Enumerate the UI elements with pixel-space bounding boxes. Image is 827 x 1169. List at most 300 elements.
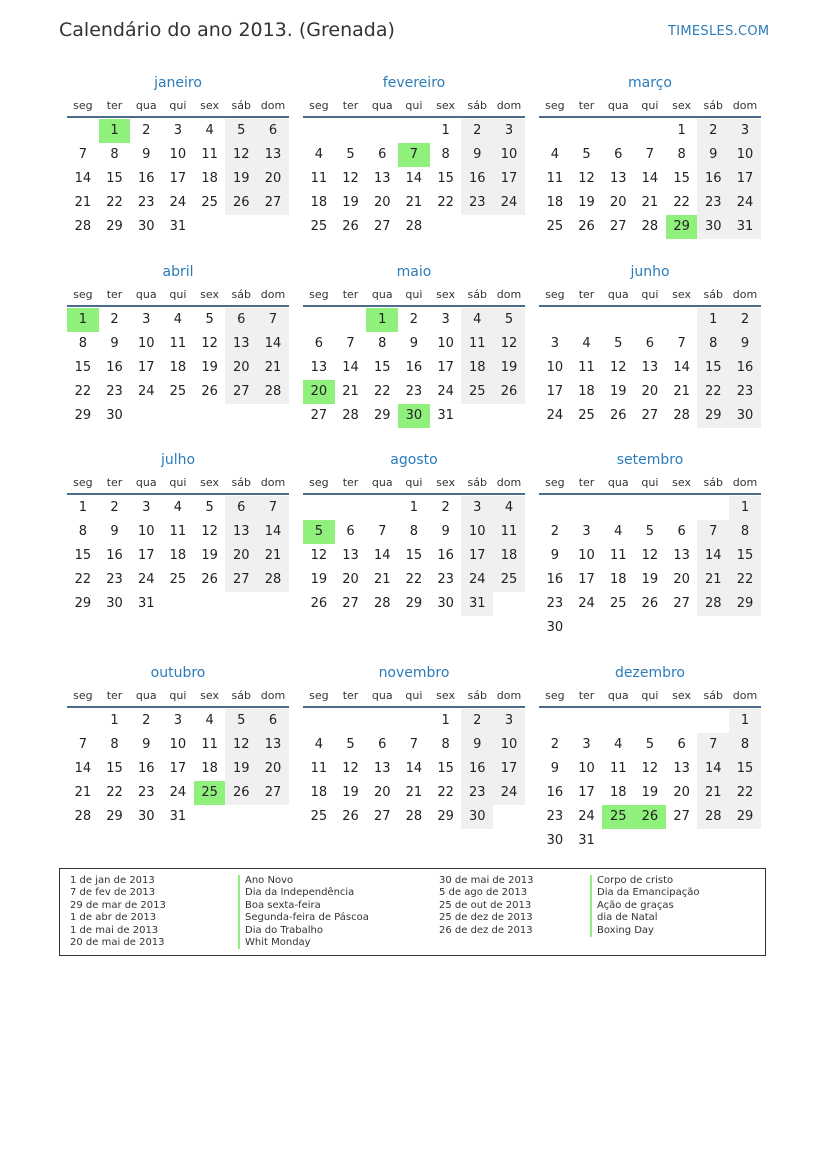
week-row	[67, 308, 289, 332]
day-cell: 12	[641, 548, 659, 563]
weekday-label: qui	[405, 476, 423, 489]
day-cell: 12	[201, 336, 218, 351]
empty-cell	[634, 709, 666, 733]
week-row	[539, 380, 761, 404]
day-cell: 14	[673, 360, 690, 375]
month-fevereiro	[303, 71, 525, 239]
weekend-day: 16	[461, 167, 493, 191]
day-cell: 21	[373, 572, 391, 587]
day-cell: 30	[106, 408, 123, 423]
week-row	[67, 215, 289, 239]
weekend-day: 22	[729, 781, 761, 805]
empty-cell	[666, 829, 698, 853]
day-cell: 13	[673, 548, 690, 563]
holiday-day: 30	[398, 404, 430, 428]
day-cell: 23	[137, 785, 155, 800]
day-cell: 31	[169, 219, 187, 234]
day-cell: 11	[201, 737, 218, 752]
weekend-day: 25	[493, 568, 525, 592]
day-cell: 30	[437, 596, 454, 611]
weekend-day: 11	[461, 332, 493, 356]
day-cell: 22	[437, 195, 454, 210]
week-row	[539, 592, 761, 616]
empty-cell	[571, 616, 603, 640]
day-cell: 10	[546, 360, 564, 375]
weekday-header	[303, 285, 525, 307]
week-row	[67, 805, 289, 829]
day-cell: 15	[74, 548, 92, 563]
day-cell: 29	[106, 809, 123, 824]
month-outubro	[67, 661, 289, 829]
legend-holiday-name: Boa sexta-feira	[238, 900, 369, 912]
weekend-day: 15	[697, 356, 729, 380]
weekday-label: sex	[672, 476, 691, 489]
holiday-day: 26	[634, 805, 666, 829]
weekend-day: 1	[729, 496, 761, 520]
weekend-day: 21	[257, 544, 289, 568]
week-row	[303, 568, 525, 592]
day-cell: 9	[550, 761, 559, 776]
weekday-header	[539, 285, 761, 307]
page-title: Calendário do ano 2013. (Grenada)	[59, 19, 395, 41]
day-cell: 15	[437, 171, 454, 186]
weekend-day: 22	[697, 380, 729, 404]
day-cell: 28	[342, 408, 359, 423]
legend-holiday-name: Ação de graças	[590, 900, 699, 912]
day-cell: 22	[373, 384, 391, 399]
weekday-label: seg	[309, 689, 329, 702]
day-cell: 4	[550, 147, 559, 162]
weekend-day: 30	[729, 404, 761, 428]
day-cell: 16	[405, 360, 423, 375]
day-cell: 24	[546, 408, 564, 423]
weekday-label: seg	[545, 689, 565, 702]
day-cell: 11	[310, 171, 328, 186]
week-row	[303, 332, 525, 356]
holiday-legend	[59, 868, 766, 956]
day-cell: 26	[641, 596, 659, 611]
empty-cell	[194, 592, 226, 616]
weekend-day: 12	[225, 733, 257, 757]
day-cell: 11	[310, 761, 328, 776]
empty-cell	[225, 592, 257, 616]
day-cell: 30	[546, 833, 564, 848]
day-cell: 22	[74, 572, 92, 587]
day-cell: 14	[373, 548, 391, 563]
week-row	[539, 757, 761, 781]
day-cell: 17	[169, 171, 187, 186]
empty-cell	[697, 709, 729, 733]
week-row	[67, 520, 289, 544]
weekday-label: qua	[607, 288, 629, 301]
empty-cell	[303, 709, 335, 733]
empty-cell	[225, 805, 257, 829]
day-cell: 15	[673, 171, 690, 186]
weekend-day: 2	[697, 119, 729, 143]
weekend-day: 3	[461, 496, 493, 520]
day-cell: 23	[437, 572, 454, 587]
day-cell: 11	[609, 761, 627, 776]
weekend-day: 16	[697, 167, 729, 191]
weekday-label: ter	[106, 288, 123, 301]
empty-cell	[398, 119, 430, 143]
day-cell: 9	[142, 737, 151, 752]
weekday-label: qua	[371, 689, 393, 702]
weekend-day: 17	[493, 757, 525, 781]
month-junho	[539, 260, 761, 428]
weekend-day: 19	[493, 356, 525, 380]
month-agosto	[303, 448, 525, 616]
legend-holiday-name: Boxing Day	[590, 925, 699, 937]
weekend-day: 25	[461, 380, 493, 404]
day-cell: 26	[201, 384, 218, 399]
weekday-label: qui	[405, 288, 423, 301]
legend-date: 30 de mai de 2013	[439, 875, 534, 886]
empty-cell	[257, 215, 289, 239]
week-row	[539, 191, 761, 215]
week-row	[303, 805, 525, 829]
day-cell: 16	[437, 548, 454, 563]
weekday-label: ter	[106, 99, 123, 112]
weekday-label: sex	[672, 99, 691, 112]
weekday-label: qui	[641, 476, 659, 489]
empty-cell	[335, 119, 367, 143]
day-cell: 12	[201, 524, 218, 539]
month-novembro	[303, 661, 525, 829]
legend-date: 25 de out de 2013	[439, 899, 532, 911]
empty-cell	[634, 829, 666, 853]
week-row	[303, 781, 525, 805]
day-cell: 17	[137, 360, 155, 375]
day-cell: 15	[373, 360, 391, 375]
empty-cell	[225, 404, 257, 428]
week-row	[67, 404, 289, 428]
day-cell: 20	[609, 195, 627, 210]
weekday-label: sáb	[467, 288, 488, 301]
day-cell: 13	[373, 171, 391, 186]
day-cell: 19	[641, 785, 659, 800]
day-cell: 20	[641, 384, 659, 399]
month-julho	[67, 448, 289, 616]
day-cell: 18	[546, 195, 564, 210]
weekend-day: 14	[257, 332, 289, 356]
week-row	[67, 757, 289, 781]
weekend-day: 2	[461, 709, 493, 733]
week-row	[67, 191, 289, 215]
weekday-label: sáb	[231, 476, 252, 489]
day-cell: 20	[342, 572, 359, 587]
empty-cell	[398, 709, 430, 733]
weekend-day: 23	[461, 781, 493, 805]
day-cell: 18	[310, 195, 328, 210]
empty-cell	[634, 496, 666, 520]
weekend-day: 5	[225, 119, 257, 143]
month-title: agosto	[390, 452, 438, 468]
weekend-day: 13	[225, 520, 257, 544]
day-cell: 27	[310, 408, 328, 423]
weekday-label: qua	[135, 476, 157, 489]
weekday-label: sáb	[231, 99, 252, 112]
week-row	[303, 592, 525, 616]
weekend-day: 24	[729, 191, 761, 215]
month-maio	[303, 260, 525, 428]
day-cell: 28	[405, 809, 423, 824]
legend-holiday-name: Dia da Emancipação	[590, 887, 699, 899]
holiday-day: 1	[366, 308, 398, 332]
weekend-day: 1	[729, 709, 761, 733]
weekday-label: ter	[342, 476, 359, 489]
week-row	[539, 119, 761, 143]
week-row	[303, 191, 525, 215]
week-row	[539, 496, 761, 520]
legend-date: 26 de dez de 2013	[439, 924, 533, 936]
day-cell: 19	[310, 572, 328, 587]
day-cell: 21	[405, 195, 423, 210]
day-cell: 28	[74, 219, 92, 234]
weekend-day: 21	[697, 781, 729, 805]
day-cell: 2	[550, 524, 559, 539]
day-cell: 2	[441, 500, 450, 515]
weekday-label: qua	[607, 476, 629, 489]
day-cell: 23	[405, 384, 423, 399]
day-cell: 26	[578, 219, 595, 234]
day-cell: 2	[110, 312, 119, 327]
day-cell: 7	[677, 336, 686, 351]
month-title: novembro	[378, 665, 450, 681]
week-row	[539, 781, 761, 805]
weekday-label: sex	[672, 288, 691, 301]
month-setembro	[539, 448, 761, 640]
week-row	[539, 733, 761, 757]
weekend-day: 8	[729, 520, 761, 544]
week-row	[539, 308, 761, 332]
day-cell: 14	[405, 171, 423, 186]
weekday-label: ter	[106, 476, 123, 489]
weekday-label: ter	[578, 689, 595, 702]
day-cell: 20	[673, 572, 690, 587]
empty-cell	[225, 215, 257, 239]
weekend-day: 27	[257, 781, 289, 805]
weekend-day: 31	[729, 215, 761, 239]
empty-cell	[257, 404, 289, 428]
weekday-header	[303, 96, 525, 118]
day-cell: 2	[142, 123, 151, 138]
weekday-label: sáb	[467, 99, 488, 112]
week-row	[67, 167, 289, 191]
weekend-day: 15	[729, 544, 761, 568]
empty-cell	[303, 119, 335, 143]
weekend-day: 24	[493, 781, 525, 805]
day-cell: 16	[137, 761, 155, 776]
empty-cell	[194, 215, 226, 239]
weekend-day: 17	[493, 167, 525, 191]
day-cell: 31	[137, 596, 155, 611]
empty-cell	[539, 119, 571, 143]
site-link[interactable]: TIMESLES.COM	[668, 24, 770, 39]
empty-cell	[162, 592, 194, 616]
weekend-day: 23	[461, 191, 493, 215]
weekday-label: qua	[607, 99, 629, 112]
weekend-day: 24	[461, 568, 493, 592]
weekend-day: 27	[225, 380, 257, 404]
empty-cell	[335, 496, 367, 520]
weekday-label: sex	[436, 689, 455, 702]
day-cell: 9	[142, 147, 151, 162]
day-cell: 3	[142, 312, 151, 327]
day-cell: 8	[78, 336, 87, 351]
day-cell: 27	[373, 219, 391, 234]
weekday-label: sáb	[467, 689, 488, 702]
day-cell: 17	[137, 548, 155, 563]
weekday-label: dom	[496, 476, 522, 489]
day-cell: 5	[346, 147, 355, 162]
empty-cell	[493, 404, 525, 428]
weekday-label: sex	[436, 476, 455, 489]
weekday-label: sex	[436, 288, 455, 301]
day-cell: 7	[409, 737, 419, 752]
week-row	[539, 404, 761, 428]
weekday-label: sáb	[231, 288, 252, 301]
day-cell: 20	[373, 785, 391, 800]
holiday-day: 20	[303, 380, 335, 404]
day-cell: 25	[578, 408, 595, 423]
week-row	[539, 143, 761, 167]
day-cell: 24	[137, 572, 155, 587]
weekend-day: 2	[729, 308, 761, 332]
day-cell: 7	[645, 147, 655, 162]
day-cell: 25	[310, 219, 328, 234]
day-cell: 16	[546, 572, 564, 587]
weekday-label: seg	[545, 288, 565, 301]
weekend-day: 14	[257, 520, 289, 544]
day-cell: 4	[205, 123, 214, 138]
empty-cell	[130, 404, 162, 428]
day-cell: 11	[578, 360, 595, 375]
weekday-header	[539, 96, 761, 118]
day-cell: 14	[405, 761, 423, 776]
weekend-day: 31	[461, 592, 493, 616]
day-cell: 3	[173, 123, 183, 138]
weekday-label: qua	[371, 99, 393, 112]
day-cell: 4	[614, 737, 623, 752]
week-row	[67, 143, 289, 167]
day-cell: 5	[205, 500, 214, 515]
empty-cell	[697, 829, 729, 853]
month-title: abril	[162, 264, 194, 280]
weekday-label: dom	[732, 99, 758, 112]
empty-cell	[493, 805, 525, 829]
day-cell: 27	[373, 809, 391, 824]
day-cell: 8	[378, 336, 387, 351]
empty-cell	[162, 404, 194, 428]
day-cell: 5	[205, 312, 214, 327]
day-cell: 29	[106, 219, 123, 234]
legend-holiday-name: Whit Monday	[238, 937, 369, 949]
day-cell: 29	[74, 596, 92, 611]
empty-cell	[634, 119, 666, 143]
day-cell: 4	[173, 500, 183, 515]
weekday-label: qui	[169, 99, 187, 112]
day-cell: 22	[673, 195, 690, 210]
day-cell: 16	[137, 171, 155, 186]
day-cell: 27	[342, 596, 359, 611]
weekday-label: dom	[732, 689, 758, 702]
weekend-day: 7	[697, 733, 729, 757]
weekday-label: seg	[545, 476, 565, 489]
empty-cell	[666, 616, 698, 640]
day-cell: 25	[310, 809, 328, 824]
day-cell: 29	[373, 408, 391, 423]
empty-cell	[666, 308, 698, 332]
day-cell: 14	[74, 171, 92, 186]
month-abril	[67, 260, 289, 428]
week-row	[67, 356, 289, 380]
week-row	[539, 167, 761, 191]
day-cell: 7	[78, 737, 87, 752]
day-cell: 24	[578, 596, 595, 611]
empty-cell	[729, 616, 761, 640]
day-cell: 5	[582, 147, 591, 162]
week-row	[67, 709, 289, 733]
weekday-label: seg	[73, 689, 93, 702]
weekday-header	[67, 473, 289, 495]
day-cell: 22	[437, 785, 454, 800]
day-cell: 12	[641, 761, 659, 776]
weekday-label: seg	[309, 99, 329, 112]
empty-cell	[366, 496, 398, 520]
weekday-label: qui	[641, 288, 659, 301]
day-cell: 4	[614, 524, 623, 539]
month-title: setembro	[616, 452, 684, 468]
day-cell: 18	[609, 785, 627, 800]
month-title: junho	[630, 264, 670, 280]
day-cell: 15	[405, 548, 423, 563]
empty-cell	[194, 805, 226, 829]
legend-holiday-name: Dia do Trabalho	[238, 925, 369, 937]
holiday-day: 29	[666, 215, 698, 239]
day-cell: 25	[546, 219, 564, 234]
legend-date: 20 de mai de 2013	[70, 936, 165, 948]
day-cell: 14	[641, 171, 659, 186]
weekend-day: 20	[257, 757, 289, 781]
empty-cell	[303, 308, 335, 332]
week-row	[303, 215, 525, 239]
day-cell: 6	[614, 147, 623, 162]
day-cell: 26	[310, 596, 328, 611]
empty-cell	[257, 805, 289, 829]
day-cell: 9	[441, 524, 450, 539]
day-cell: 10	[437, 336, 454, 351]
weekday-label: qui	[641, 689, 659, 702]
weekend-day: 29	[729, 592, 761, 616]
week-row	[539, 332, 761, 356]
weekend-day: 4	[461, 308, 493, 332]
empty-cell	[335, 308, 367, 332]
weekend-day: 5	[225, 709, 257, 733]
day-cell: 2	[550, 737, 559, 752]
weekend-day: 28	[257, 380, 289, 404]
day-cell: 10	[578, 761, 595, 776]
day-cell: 7	[78, 147, 87, 162]
day-cell: 20	[373, 195, 391, 210]
legend-date: 1 de abr de 2013	[70, 912, 157, 924]
day-cell: 12	[578, 171, 595, 186]
day-cell: 25	[609, 596, 627, 611]
weekday-label: sáb	[703, 99, 724, 112]
day-cell: 12	[310, 548, 328, 563]
weekday-label: qua	[135, 288, 157, 301]
month-title: março	[628, 75, 672, 91]
